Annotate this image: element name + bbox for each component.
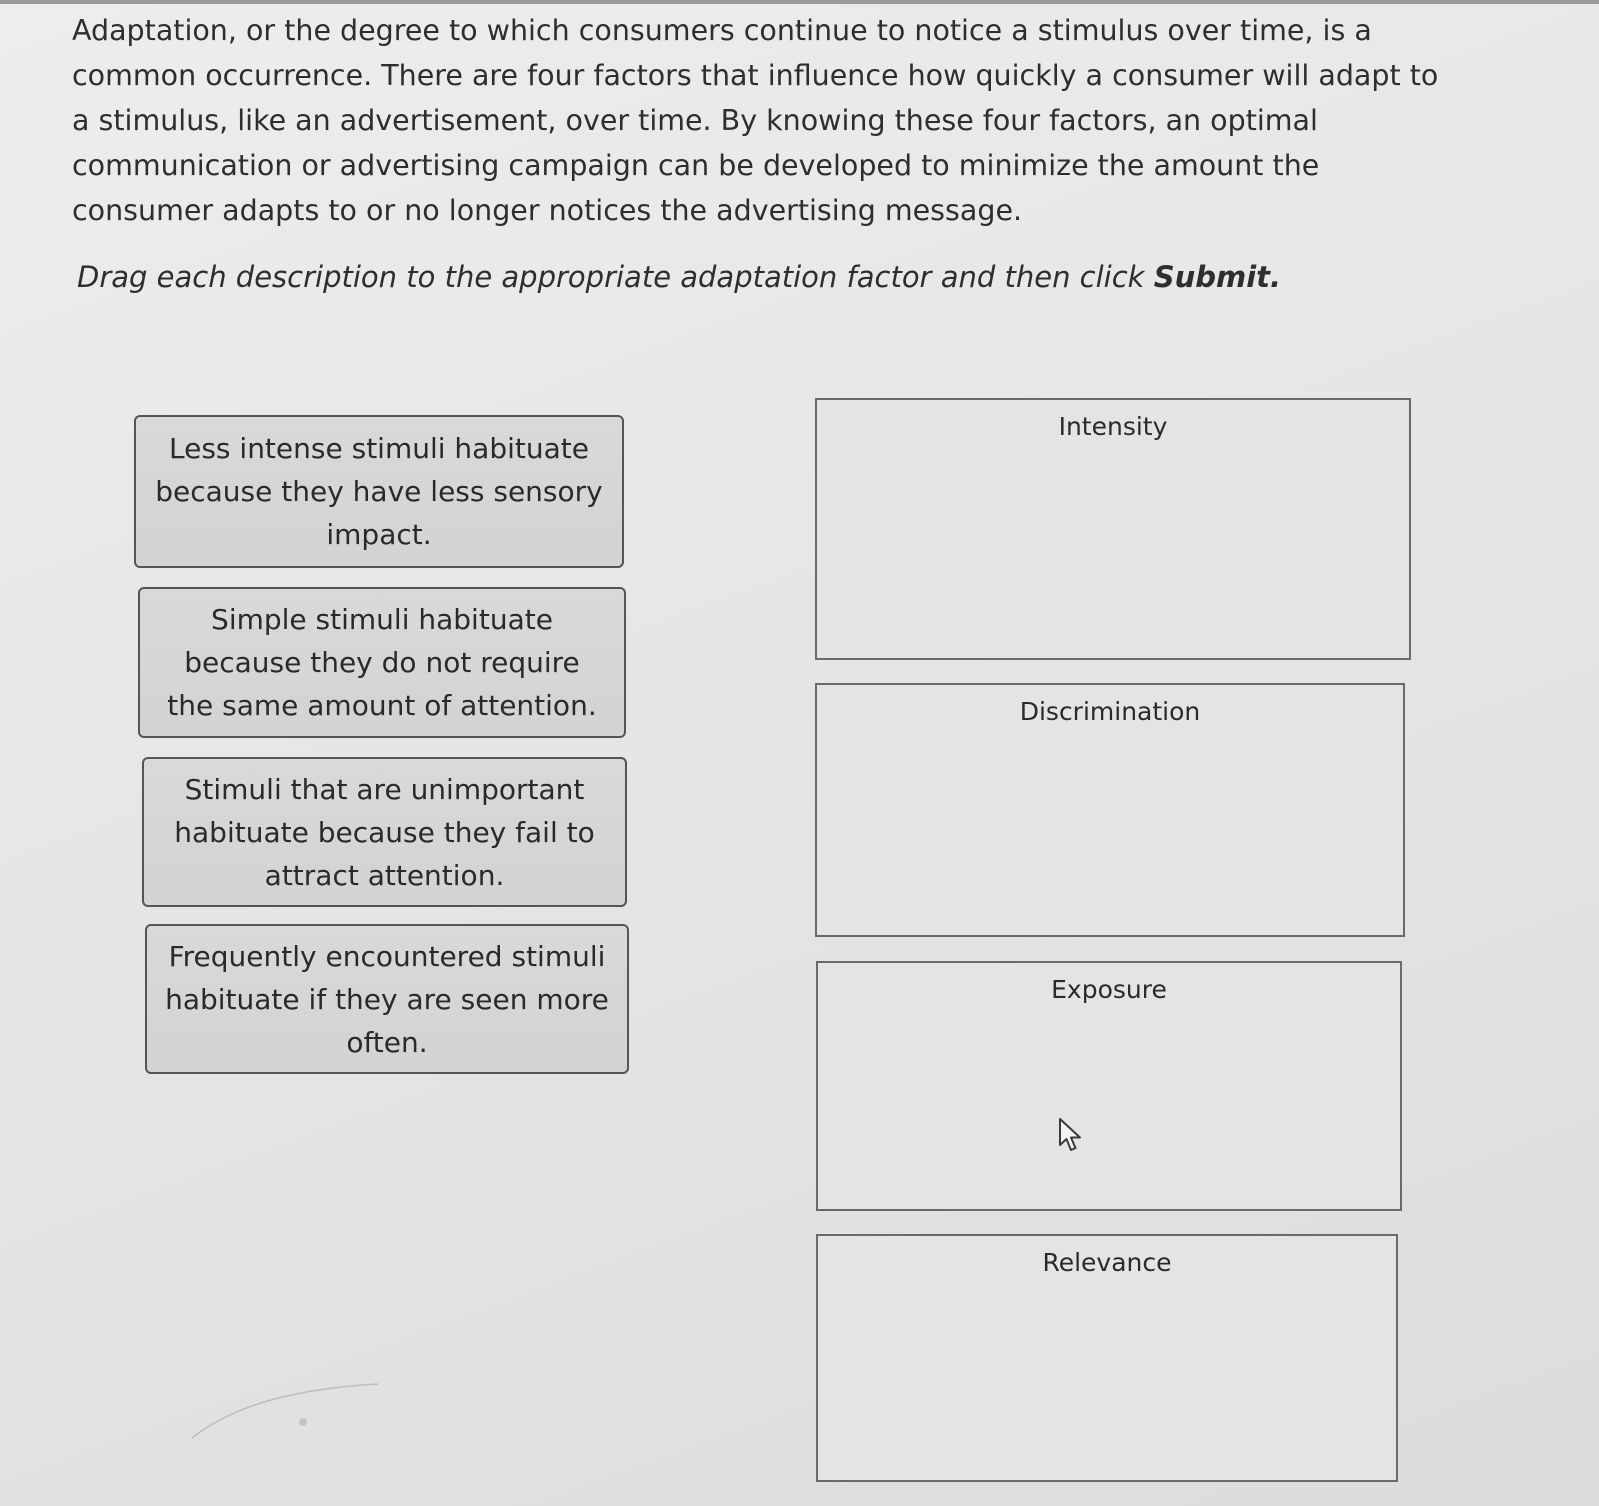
description-text: Simple stimuli habituate because they do not require the same amount of attention. bbox=[167, 603, 597, 722]
instruction-text bbox=[77, 260, 1377, 294]
intro-paragraph: Adaptation, or the degree to which consumers continue to notice a stimulus over time, is a common occurrence. There are four factors that influence how quickly a consumer will adapt to a stimulus, like an advertisement, over time. By knowing these four factors, an optimal communication or advertising campaign can be developed to minimize the amount the consumer adapts to or no longer notices the advertising message. bbox=[72, 14, 1439, 227]
instruction-submit-emphasis: Submit. bbox=[1153, 260, 1282, 294]
drop-zone-label: Relevance bbox=[1042, 1248, 1172, 1277]
description-card-exposure[interactable] bbox=[145, 924, 629, 1074]
drop-zone-label: Discrimination bbox=[1019, 697, 1201, 726]
drop-zone-discrimination[interactable] bbox=[815, 683, 1405, 937]
description-text: Stimuli that are unimportant habituate because they fail to attract attention. bbox=[174, 772, 595, 892]
drop-zone-label: Intensity bbox=[1058, 412, 1168, 441]
drop-zone-intensity[interactable] bbox=[815, 398, 1411, 660]
description-card-discrimination[interactable] bbox=[138, 587, 626, 738]
instruction-prefix: Drag each description to the appropriate adaptation factor and then click bbox=[77, 260, 1154, 294]
description-text: Less intense stimuli habituate because they have less sensory impact. bbox=[155, 432, 603, 551]
description-card-relevance[interactable] bbox=[142, 757, 627, 907]
mouse-pointer-icon bbox=[1058, 1117, 1086, 1153]
drop-zone-relevance[interactable] bbox=[816, 1234, 1398, 1482]
drop-zone-label: Exposure bbox=[1051, 975, 1167, 1004]
description-card-intensity[interactable] bbox=[134, 415, 624, 568]
screen-smudge-decoration bbox=[190, 1380, 380, 1440]
window-top-edge bbox=[0, 0, 1599, 4]
drop-zone-exposure[interactable] bbox=[816, 961, 1402, 1211]
description-text: Frequently encountered stimuli habituate if they are seen more often. bbox=[165, 939, 609, 1059]
